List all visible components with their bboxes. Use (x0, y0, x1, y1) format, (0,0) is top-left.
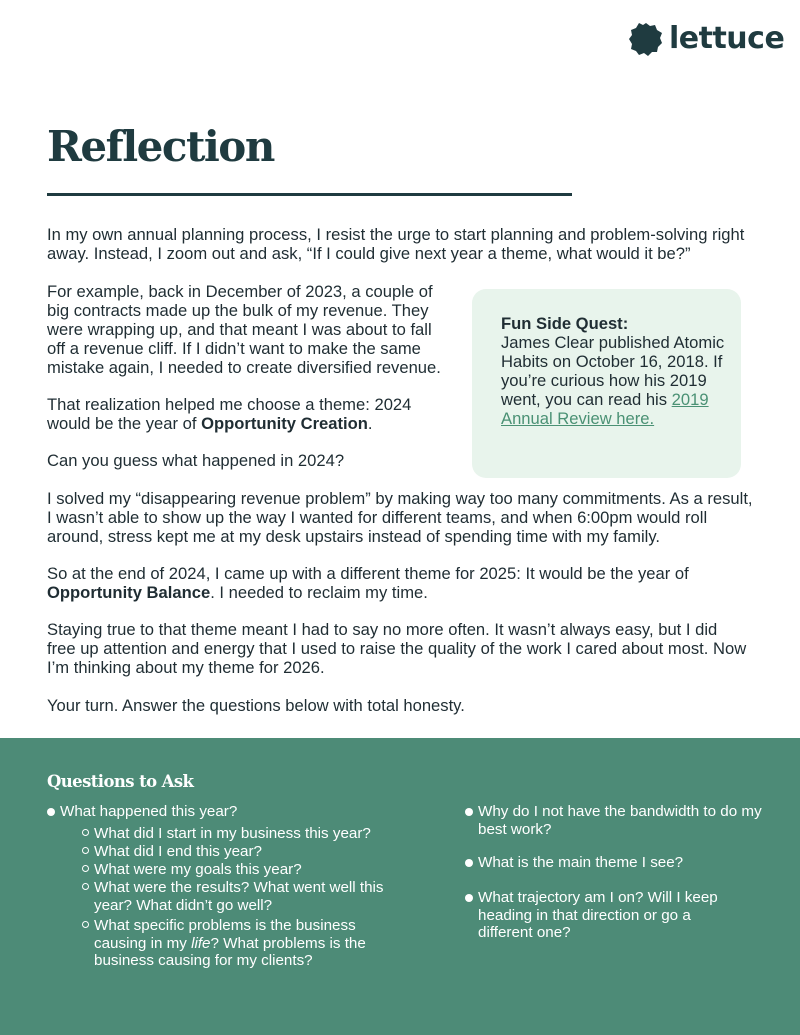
bullet-icon (465, 808, 473, 816)
paragraph-intro: In my own annual planning process, I resist the urge to start planning and problem-solving right away. Instead, I zoom out and ask, “If I could give next year a theme, what would it be?” (47, 225, 745, 263)
paragraph-question: Can you guess what happened in 2024? (47, 451, 345, 470)
paragraph-theme-2024: That realization helped me choose a theme: 2024 would be the year of Opportunity Creation. (47, 395, 412, 433)
sub-bullet-icon (82, 865, 89, 872)
sub-bullet-icon (82, 921, 89, 928)
lettuce-badge-icon (629, 22, 663, 56)
question-right: What trajectory am I on? Will I keep heading in that direction or go a different one? (478, 889, 718, 941)
questions-section (0, 738, 800, 1035)
sub-bullet-icon (82, 829, 89, 836)
paragraph-staying-true: Staying true to that theme meant I had to say no more often. It wasn’t always easy, but I did free up attention and energy that I used to raise the quality of the work I cared about most. Now I’m thinking about my theme for 2026. (47, 620, 747, 677)
paragraph-theme-2025: So at the end of 2024, I came up with a different theme for 2025: It would be the year of Opportunity Balance. I needed to reclaim my time. (47, 564, 689, 602)
side-quest-heading: Fun Side Quest: (501, 314, 629, 333)
sub-bullet-icon (82, 847, 89, 854)
brand-name: lettuce (669, 21, 785, 56)
sub-question: What did I end this year? (94, 843, 262, 860)
sub-question-specific-problems: What specific problems is the business causing in my life? What problems is the business causing for my clients? (94, 917, 366, 969)
question-main-left: What happened this year? (60, 803, 238, 820)
paragraph-result: I solved my “disappearing revenue problem” by making way too many commitments. As a result, I wasn’t able to show up the way I wanted for different teams, and when 6:00pm would roll around, stress kept me at my desk upstairs instead of spending time with my family. (47, 489, 753, 546)
sub-question: What were my goals this year? (94, 861, 302, 878)
bullet-icon (465, 859, 473, 867)
side-quest-callout (472, 289, 741, 478)
sub-question: What did I start in my business this year? (94, 825, 371, 842)
paragraph-example: For example, back in December of 2023, a couple of big contracts made up the bulk of my revenue. They were wrapping up, and that meant I was about to fall off a revenue cliff. If I didn’t want to make the same mistake again, I needed to create diversified revenue. (47, 282, 441, 377)
question-right: Why do I not have the bandwidth to do my best work? (478, 803, 762, 838)
question-right: What is the main theme I see? (478, 854, 684, 871)
title-divider (47, 193, 572, 196)
paragraph-your-turn: Your turn. Answer the questions below with total honesty. (47, 696, 465, 715)
theme-opportunity-balance: Opportunity Balance (47, 583, 211, 602)
side-quest-text: Fun Side Quest: James Clear published Atomic Habits on October 16, 2018. If you’re curious how his 2019 went, you can read his 2019 Annual Review here. (501, 314, 725, 428)
sub-question: What were the results? What went well this year? What didn’t go well? (94, 879, 384, 914)
bullet-icon (47, 808, 55, 816)
theme-opportunity-creation: Opportunity Creation (201, 414, 368, 433)
questions-title: Questions to Ask (47, 772, 194, 791)
sub-bullet-icon (82, 883, 89, 890)
annual-review-link[interactable]: 2019 Annual Review here. (501, 390, 709, 428)
page-title: Reflection (47, 122, 274, 171)
brand-logo (629, 20, 784, 58)
bullet-icon (465, 894, 473, 902)
